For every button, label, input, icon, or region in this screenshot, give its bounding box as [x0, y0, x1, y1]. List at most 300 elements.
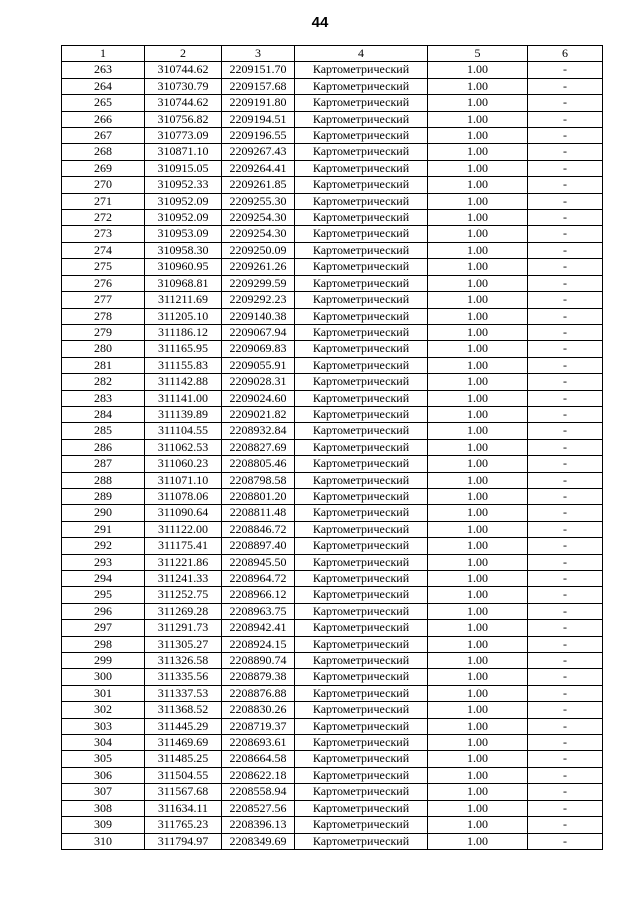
table-row: [62, 685, 603, 701]
table-row: [62, 341, 603, 357]
table-cell: 1.00: [428, 406, 528, 422]
table-cell: 272: [62, 210, 145, 226]
table-cell: Картометрический: [295, 324, 428, 340]
table-cell: 1.00: [428, 62, 528, 78]
table-header: [62, 46, 603, 62]
table-cell: Картометрический: [295, 636, 428, 652]
table-cell: 264: [62, 78, 145, 94]
table-body: [62, 62, 603, 850]
table-cell: -: [528, 538, 603, 554]
table-cell: -: [528, 620, 603, 636]
table-cell: 2208966.12: [222, 587, 295, 603]
table-cell: 1.00: [428, 817, 528, 833]
table-row: [62, 390, 603, 406]
table-cell: 1.00: [428, 177, 528, 193]
table-row: [62, 275, 603, 291]
table-cell: -: [528, 702, 603, 718]
table-cell: -: [528, 571, 603, 587]
table-cell: -: [528, 800, 603, 816]
table-cell: 283: [62, 390, 145, 406]
table-cell: 2208693.61: [222, 735, 295, 751]
table-cell: 1.00: [428, 226, 528, 242]
table-cell: 310952.33: [145, 177, 222, 193]
table-cell: -: [528, 62, 603, 78]
table-cell: -: [528, 210, 603, 226]
table-row: [62, 817, 603, 833]
table-cell: 1.00: [428, 800, 528, 816]
table-cell: 2208942.41: [222, 620, 295, 636]
table-cell: Картометрический: [295, 833, 428, 849]
table-cell: Картометрический: [295, 275, 428, 291]
table-cell: 2209021.82: [222, 406, 295, 422]
table-cell: 277: [62, 292, 145, 308]
table-cell: 2209069.83: [222, 341, 295, 357]
table-cell: 2208964.72: [222, 571, 295, 587]
table-cell: -: [528, 111, 603, 127]
table-cell: Картометрический: [295, 505, 428, 521]
table-cell: Картометрический: [295, 357, 428, 373]
table-cell: 287: [62, 456, 145, 472]
table-cell: 2208846.72: [222, 521, 295, 537]
table-cell: 2208664.58: [222, 751, 295, 767]
table-cell: 311252.75: [145, 587, 222, 603]
table-cell: 284: [62, 406, 145, 422]
table-cell: 269: [62, 160, 145, 176]
table-row: [62, 603, 603, 619]
table-cell: -: [528, 439, 603, 455]
table-cell: 311062.53: [145, 439, 222, 455]
table-cell: -: [528, 603, 603, 619]
table-cell: 2209267.43: [222, 144, 295, 160]
table-cell: 279: [62, 324, 145, 340]
table-row: [62, 653, 603, 669]
table-cell: 265: [62, 95, 145, 111]
table-row: [62, 669, 603, 685]
table-cell: 268: [62, 144, 145, 160]
table-row: [62, 751, 603, 767]
table-row: [62, 357, 603, 373]
table-row: [62, 259, 603, 275]
table-cell: Картометрический: [295, 488, 428, 504]
table-cell: 1.00: [428, 456, 528, 472]
table-cell: 2209157.68: [222, 78, 295, 94]
table-cell: 290: [62, 505, 145, 521]
table-cell: -: [528, 242, 603, 258]
table-cell: 271: [62, 193, 145, 209]
table-cell: 1.00: [428, 702, 528, 718]
table-cell: 2208963.75: [222, 603, 295, 619]
table-row: [62, 177, 603, 193]
table-cell: 270: [62, 177, 145, 193]
table-cell: 276: [62, 275, 145, 291]
column-header: 6: [528, 46, 603, 62]
table-cell: 1.00: [428, 324, 528, 340]
table-cell: 310730.79: [145, 78, 222, 94]
table-cell: -: [528, 587, 603, 603]
table-cell: Картометрический: [295, 193, 428, 209]
table-cell: 311205.10: [145, 308, 222, 324]
table-cell: 310952.09: [145, 193, 222, 209]
table-cell: 311104.55: [145, 423, 222, 439]
table-cell: 1.00: [428, 554, 528, 570]
header-row: [62, 46, 603, 62]
table-cell: 2209196.55: [222, 128, 295, 144]
table-row: [62, 571, 603, 587]
table-cell: 311567.68: [145, 784, 222, 800]
table-cell: 2208890.74: [222, 653, 295, 669]
table-cell: -: [528, 128, 603, 144]
table-cell: Картометрический: [295, 341, 428, 357]
table-cell: 311469.69: [145, 735, 222, 751]
table-cell: Картометрический: [295, 144, 428, 160]
table-cell: -: [528, 636, 603, 652]
table-cell: 1.00: [428, 571, 528, 587]
table-cell: 311141.00: [145, 390, 222, 406]
table-cell: -: [528, 521, 603, 537]
table-cell: 311634.11: [145, 800, 222, 816]
column-header: 3: [222, 46, 295, 62]
table-cell: 306: [62, 767, 145, 783]
table-cell: 275: [62, 259, 145, 275]
table-cell: 2208879.38: [222, 669, 295, 685]
table-cell: 310871.10: [145, 144, 222, 160]
table-cell: -: [528, 390, 603, 406]
table-cell: Картометрический: [295, 423, 428, 439]
table-cell: 311060.23: [145, 456, 222, 472]
table-cell: 311241.33: [145, 571, 222, 587]
table-cell: 300: [62, 669, 145, 685]
table-cell: -: [528, 784, 603, 800]
table-cell: Картометрический: [295, 374, 428, 390]
table-row: [62, 718, 603, 734]
table-cell: Картометрический: [295, 242, 428, 258]
table-cell: 311165.95: [145, 341, 222, 357]
table-cell: 2208805.46: [222, 456, 295, 472]
table-cell: Картометрический: [295, 521, 428, 537]
table-cell: 301: [62, 685, 145, 701]
table-cell: 311142.88: [145, 374, 222, 390]
table-cell: 2208622.18: [222, 767, 295, 783]
table-row: [62, 472, 603, 488]
column-header: 5: [428, 46, 528, 62]
table-cell: 286: [62, 439, 145, 455]
table-cell: -: [528, 505, 603, 521]
table-cell: Картометрический: [295, 784, 428, 800]
table-row: [62, 456, 603, 472]
table-cell: 2209261.85: [222, 177, 295, 193]
table-row: [62, 324, 603, 340]
table-cell: 2209151.70: [222, 62, 295, 78]
table-cell: 311765.23: [145, 817, 222, 833]
table-cell: 310958.30: [145, 242, 222, 258]
table-cell: -: [528, 95, 603, 111]
table-cell: 309: [62, 817, 145, 833]
table-cell: Картометрический: [295, 406, 428, 422]
table-cell: 1.00: [428, 718, 528, 734]
table-cell: -: [528, 177, 603, 193]
table-row: [62, 292, 603, 308]
table-row: [62, 521, 603, 537]
table-cell: 281: [62, 357, 145, 373]
table-cell: Картометрический: [295, 259, 428, 275]
table-cell: 1.00: [428, 488, 528, 504]
table-cell: 310953.09: [145, 226, 222, 242]
table-cell: -: [528, 718, 603, 734]
table-cell: 311335.56: [145, 669, 222, 685]
table-cell: -: [528, 308, 603, 324]
table-cell: 2209261.26: [222, 259, 295, 275]
table-cell: Картометрический: [295, 308, 428, 324]
table-cell: 2208349.69: [222, 833, 295, 849]
table-cell: 311090.64: [145, 505, 222, 521]
table-cell: Картометрический: [295, 390, 428, 406]
table-cell: -: [528, 374, 603, 390]
table-cell: 311139.89: [145, 406, 222, 422]
table-cell: 1.00: [428, 767, 528, 783]
table-cell: -: [528, 554, 603, 570]
table-cell: 304: [62, 735, 145, 751]
table-cell: 1.00: [428, 505, 528, 521]
table-cell: 303: [62, 718, 145, 734]
table-cell: 1.00: [428, 439, 528, 455]
table-cell: -: [528, 292, 603, 308]
table-cell: 1.00: [428, 275, 528, 291]
table-cell: 1.00: [428, 620, 528, 636]
table-cell: 1.00: [428, 292, 528, 308]
table-cell: Картометрический: [295, 226, 428, 242]
table-row: [62, 95, 603, 111]
table-row: [62, 160, 603, 176]
table-cell: 310960.95: [145, 259, 222, 275]
table-cell: 2208827.69: [222, 439, 295, 455]
table-row: [62, 800, 603, 816]
table-row: [62, 488, 603, 504]
table-cell: 1.00: [428, 587, 528, 603]
column-header: 4: [295, 46, 428, 62]
table-cell: 310744.62: [145, 62, 222, 78]
table-row: [62, 308, 603, 324]
table-cell: 2208719.37: [222, 718, 295, 734]
table-row: [62, 210, 603, 226]
table-cell: 297: [62, 620, 145, 636]
table-cell: 2208945.50: [222, 554, 295, 570]
table-cell: -: [528, 817, 603, 833]
table-cell: 2209292.23: [222, 292, 295, 308]
table-cell: 1.00: [428, 259, 528, 275]
table-cell: -: [528, 685, 603, 701]
table-cell: Картометрический: [295, 554, 428, 570]
table-cell: 2209250.09: [222, 242, 295, 258]
page-number: 44: [311, 14, 329, 31]
table-row: [62, 62, 603, 78]
table-cell: 291: [62, 521, 145, 537]
table-cell: 311794.97: [145, 833, 222, 849]
table-cell: 1.00: [428, 751, 528, 767]
table-row: [62, 374, 603, 390]
table-row: [62, 587, 603, 603]
table-cell: Картометрический: [295, 111, 428, 127]
table-cell: 263: [62, 62, 145, 78]
table-cell: -: [528, 488, 603, 504]
table-cell: -: [528, 735, 603, 751]
table-cell: Картометрический: [295, 210, 428, 226]
table-cell: 311504.55: [145, 767, 222, 783]
table-cell: -: [528, 767, 603, 783]
table-cell: 311485.25: [145, 751, 222, 767]
table-cell: 2209024.60: [222, 390, 295, 406]
table-cell: 307: [62, 784, 145, 800]
table-cell: Картометрический: [295, 571, 428, 587]
table-row: [62, 128, 603, 144]
table-row: [62, 78, 603, 94]
table-cell: 2208897.40: [222, 538, 295, 554]
table-cell: 310756.82: [145, 111, 222, 127]
table-row: [62, 620, 603, 636]
table-cell: 311122.00: [145, 521, 222, 537]
table-cell: 311445.29: [145, 718, 222, 734]
table-cell: -: [528, 259, 603, 275]
table-cell: 310915.05: [145, 160, 222, 176]
table-cell: 2209299.59: [222, 275, 295, 291]
table-cell: Картометрический: [295, 751, 428, 767]
table-row: [62, 554, 603, 570]
table-cell: 278: [62, 308, 145, 324]
table-cell: Картометрический: [295, 439, 428, 455]
table-cell: Картометрический: [295, 603, 428, 619]
table-row: [62, 439, 603, 455]
table-cell: 1.00: [428, 111, 528, 127]
table-cell: 311291.73: [145, 620, 222, 636]
table-cell: 2208811.48: [222, 505, 295, 521]
table-cell: 285: [62, 423, 145, 439]
table-cell: -: [528, 406, 603, 422]
table-cell: -: [528, 669, 603, 685]
table-cell: 311326.58: [145, 653, 222, 669]
table-cell: -: [528, 226, 603, 242]
table-cell: 311155.83: [145, 357, 222, 373]
table-cell: 2208932.84: [222, 423, 295, 439]
table-cell: Картометрический: [295, 456, 428, 472]
table-cell: 1.00: [428, 653, 528, 669]
table-cell: 293: [62, 554, 145, 570]
table-cell: Картометрический: [295, 702, 428, 718]
table-cell: 298: [62, 636, 145, 652]
table-cell: -: [528, 275, 603, 291]
table-cell: Картометрический: [295, 620, 428, 636]
table-cell: 1.00: [428, 95, 528, 111]
table-cell: 1.00: [428, 210, 528, 226]
table-cell: 311186.12: [145, 324, 222, 340]
table-row: [62, 111, 603, 127]
table-row: [62, 833, 603, 849]
table-row: [62, 538, 603, 554]
table-cell: 310968.81: [145, 275, 222, 291]
table-cell: 267: [62, 128, 145, 144]
table-cell: -: [528, 751, 603, 767]
table-cell: Картометрический: [295, 62, 428, 78]
table-cell: 1.00: [428, 521, 528, 537]
table-cell: Картометрический: [295, 817, 428, 833]
table-row: [62, 702, 603, 718]
table-cell: 273: [62, 226, 145, 242]
table-cell: 294: [62, 571, 145, 587]
table-cell: 299: [62, 653, 145, 669]
table-cell: 296: [62, 603, 145, 619]
table-cell: 311175.41: [145, 538, 222, 554]
table-cell: -: [528, 144, 603, 160]
table-cell: Картометрический: [295, 718, 428, 734]
table-cell: 2208801.20: [222, 488, 295, 504]
table-cell: 1.00: [428, 735, 528, 751]
table-cell: 308: [62, 800, 145, 816]
table-cell: 295: [62, 587, 145, 603]
table-cell: 311221.86: [145, 554, 222, 570]
table-cell: 2209191.80: [222, 95, 295, 111]
table-cell: Картометрический: [295, 538, 428, 554]
table-cell: -: [528, 357, 603, 373]
table-cell: -: [528, 653, 603, 669]
table-cell: 311071.10: [145, 472, 222, 488]
table-cell: Картометрический: [295, 160, 428, 176]
table-cell: Картометрический: [295, 767, 428, 783]
coordinates-table: [61, 45, 603, 850]
column-header: 1: [62, 46, 145, 62]
table-cell: 1.00: [428, 193, 528, 209]
table-cell: Картометрический: [295, 685, 428, 701]
table-cell: 282: [62, 374, 145, 390]
table-row: [62, 505, 603, 521]
table-cell: 305: [62, 751, 145, 767]
table-cell: 1.00: [428, 144, 528, 160]
table-cell: 2208527.56: [222, 800, 295, 816]
table-cell: 288: [62, 472, 145, 488]
table-cell: Картометрический: [295, 128, 428, 144]
table-cell: 2209194.51: [222, 111, 295, 127]
table-cell: 310952.09: [145, 210, 222, 226]
table-cell: 2209055.91: [222, 357, 295, 373]
table-row: [62, 423, 603, 439]
table-cell: 2208830.26: [222, 702, 295, 718]
table-cell: 292: [62, 538, 145, 554]
table-cell: -: [528, 341, 603, 357]
table-cell: 2209028.31: [222, 374, 295, 390]
table-cell: 1.00: [428, 784, 528, 800]
table-cell: -: [528, 160, 603, 176]
table-cell: Картометрический: [295, 177, 428, 193]
table-row: [62, 144, 603, 160]
table-cell: 310744.62: [145, 95, 222, 111]
table-row: [62, 636, 603, 652]
table-cell: Картометрический: [295, 653, 428, 669]
table-cell: 311337.53: [145, 685, 222, 701]
table-cell: 1.00: [428, 685, 528, 701]
table-cell: 1.00: [428, 242, 528, 258]
column-header: 2: [145, 46, 222, 62]
table-cell: Картометрический: [295, 669, 428, 685]
table-row: [62, 242, 603, 258]
table-cell: 1.00: [428, 160, 528, 176]
table-cell: 2209140.38: [222, 308, 295, 324]
table-row: [62, 735, 603, 751]
table-cell: Картометрический: [295, 587, 428, 603]
table-cell: Картометрический: [295, 735, 428, 751]
table-cell: 1.00: [428, 472, 528, 488]
table-cell: 289: [62, 488, 145, 504]
table-cell: 1.00: [428, 341, 528, 357]
table-cell: 1.00: [428, 538, 528, 554]
table-cell: -: [528, 456, 603, 472]
table-cell: 2209254.30: [222, 226, 295, 242]
